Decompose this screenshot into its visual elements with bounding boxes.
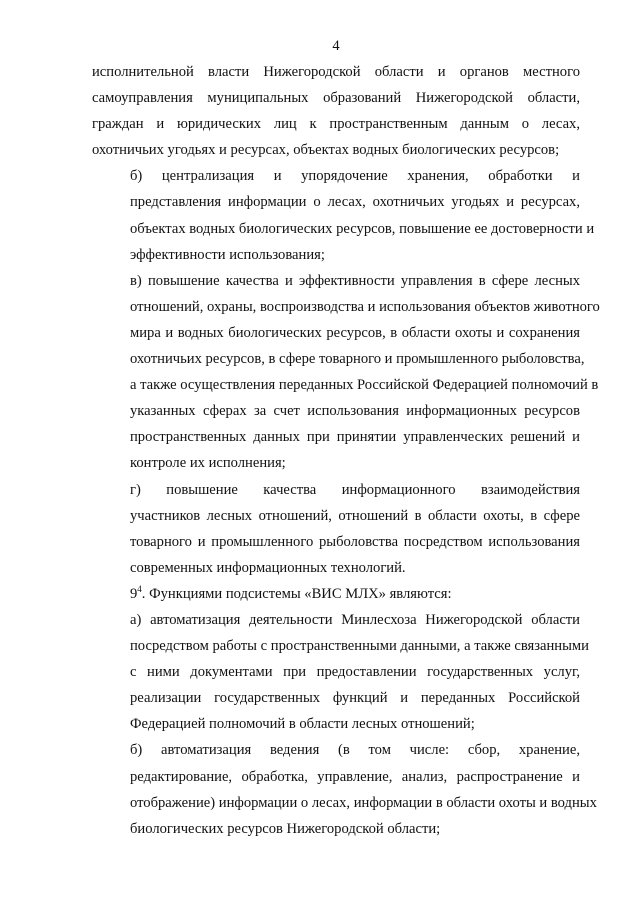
- heading-number: 9: [130, 585, 138, 602]
- document-page: [92, 0, 600, 905]
- document-body: [92, 59, 600, 842]
- text-line: в) повышение качества и эффективности управления в сфере лесных: [130, 272, 580, 289]
- paragraph-p1: [92, 59, 580, 163]
- text-line: отображение) информации о лесах, информации в области охоты и водных: [130, 794, 597, 811]
- text-line: участников лесных отношений, отношений в области охоты, в сфере: [130, 507, 580, 524]
- page-number: 4: [332, 38, 340, 54]
- text-line: контроле их исполнения;: [130, 455, 286, 472]
- text-line: объектах водных биологических ресурсов, повышение ее достоверности и: [130, 220, 595, 237]
- text-line: б) автоматизация ведения (в том числе: сбор, хранение,: [130, 742, 580, 759]
- text-line: охотничьих угодьях и ресурсах, объектах водных биологических ресурсов;: [92, 142, 560, 159]
- paragraph-p3: [92, 268, 600, 477]
- text-line: представления информации о лесах, охотничьих угодьях и ресурсах,: [130, 194, 580, 211]
- text-line: охотничьих ресурсов, в сфере товарного и промышленного рыболовства,: [130, 351, 585, 368]
- text-line: самоуправления муниципальных образований Нижегородской области,: [92, 90, 580, 107]
- text-line: граждан и юридических лиц к пространственным данным о лесах,: [92, 116, 580, 133]
- text-line: Федерацией полномочий в области лесных отношений;: [130, 716, 475, 733]
- heading-text: . Функциями подсистемы «ВИС МЛХ» являются:: [141, 585, 452, 602]
- text-line: отношений, охраны, воспроизводства и использования объектов животного: [130, 298, 600, 315]
- text-line: г) повышение качества информационного взаимодействия: [130, 481, 580, 498]
- paragraph-p6: [92, 607, 589, 737]
- paragraph-p4: [92, 477, 580, 581]
- paragraph-p7: [92, 737, 597, 841]
- text-line: редактирование, обработка, управление, анализ, распространение и: [130, 768, 580, 785]
- text-line: эффективности использования;: [130, 246, 325, 263]
- text-line: исполнительной власти Нижегородской области и органов местного: [92, 64, 580, 80]
- text-line: указанных сферах за счет использования информационных ресурсов: [130, 403, 580, 420]
- text-line: с ними документами при предоставлении государственных услуг,: [130, 664, 580, 681]
- text-line: посредством работы с пространственными данными, а также связанными: [130, 638, 589, 655]
- paragraph-heading: [92, 581, 580, 607]
- text-line: б) централизация и упорядочение хранения, обработки и: [130, 168, 580, 185]
- text-line: мира и водных биологических ресурсов, в области охоты и сохранения: [130, 324, 580, 341]
- text-line: товарного и промышленного рыболовства посредством использования: [130, 533, 580, 550]
- paragraph-p5: [92, 581, 580, 607]
- text-line: а) автоматизация деятельности Минлесхоза Нижегородской области: [130, 611, 580, 628]
- paragraph-p2: [92, 163, 595, 267]
- text-line: а также осуществления переданных Российской Федерацией полномочий в: [130, 377, 599, 394]
- heading-superscript: 4: [137, 583, 142, 594]
- text-line: реализации государственных функций и переданных Российской: [130, 690, 580, 707]
- text-line: современных информационных технологий.: [130, 559, 406, 576]
- text-line: пространственных данных при принятии управленческих решений и: [130, 429, 580, 446]
- text-line: биологических ресурсов Нижегородской области;: [130, 820, 441, 837]
